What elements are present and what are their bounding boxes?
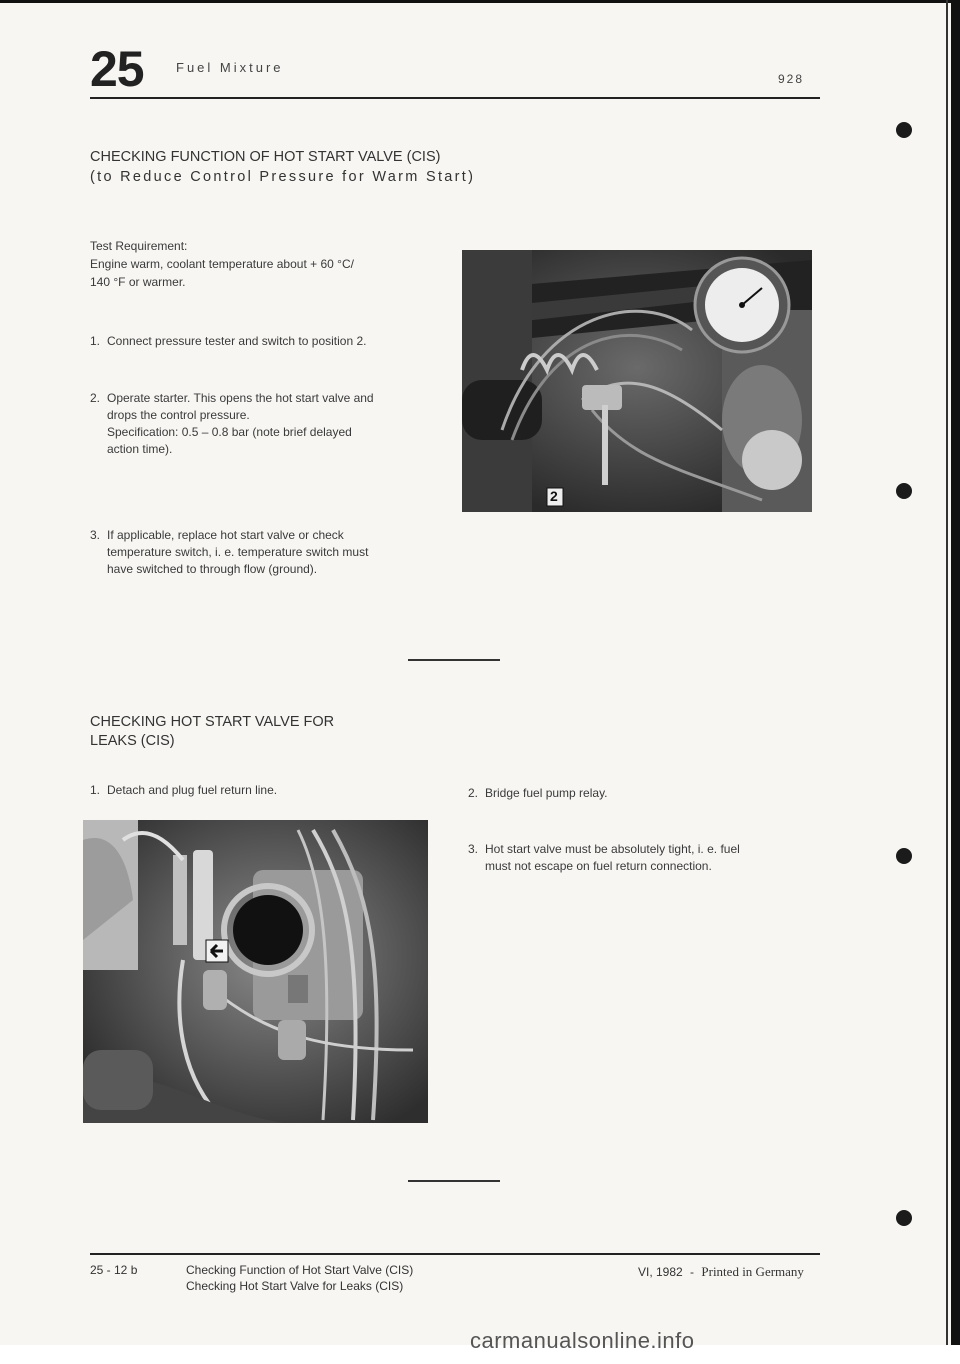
step-item (90, 527, 450, 578)
step-number: 3. (90, 528, 101, 542)
binder-hole-dot (896, 122, 912, 138)
header-rule (90, 97, 820, 99)
step-number: 1. (90, 783, 101, 797)
section1-title: CHECKING FUNCTION OF HOT START VALVE (CIS) (90, 149, 441, 165)
step-number: 1. (90, 334, 101, 348)
step-item (90, 333, 450, 350)
binder-hole-dot (896, 1210, 912, 1226)
edition-separator: - (690, 1265, 695, 1279)
hot-start-valve-photo (83, 820, 428, 1123)
step-text: Operate starter. This opens the hot start valve and (107, 391, 374, 405)
step-item (90, 782, 430, 799)
requirement-label: Test Requirement: (90, 239, 188, 253)
model-number: 928 (778, 72, 805, 86)
step-text: have switched to through flow (ground). (107, 562, 318, 576)
step-text: must not escape on fuel return connection. (485, 859, 712, 873)
step-text: Specification: 0.5 – 0.8 bar (note brief delayed (107, 425, 352, 439)
step-item (90, 390, 450, 458)
hot-start-valve-illustration (83, 820, 428, 1123)
page-number: 25 - 12 b (90, 1263, 138, 1277)
section-title: Fuel Mixture (176, 60, 284, 75)
scan-edge-top (0, 0, 960, 3)
section2-title: CHECKING HOT START VALVE FOR (90, 714, 335, 730)
step-item (468, 785, 818, 802)
footer-rule (90, 1253, 820, 1255)
requirement-line: 140 °F or warmer. (90, 275, 186, 289)
step-item (468, 841, 818, 875)
step-text: Detach and plug fuel return line. (107, 783, 278, 797)
step-text: Bridge fuel pump relay. (485, 786, 608, 800)
edition-text: VI, 1982 (638, 1265, 683, 1279)
watermark: carmanualsonline.info (470, 1328, 695, 1353)
section1-subtitle: (to Reduce Control Pressure for Warm Start) (90, 169, 476, 185)
footer-topic: Checking Function of Hot Start Valve (CIS) (186, 1263, 414, 1277)
binder-hole-dot (896, 483, 912, 499)
step-text: temperature switch, i. e. temperature switch must (107, 545, 369, 559)
footer-topic: Checking Hot Start Valve for Leaks (CIS) (186, 1279, 404, 1293)
step-number: 3. (468, 842, 479, 856)
photo-callout-label: 2 (550, 488, 558, 504)
pressure-tester-illustration (462, 250, 812, 512)
printed-text: Printed in Germany (701, 1264, 804, 1279)
step-number: 2. (90, 391, 101, 405)
scan-edge-inner (946, 0, 948, 1364)
chapter-number: 25 (90, 41, 144, 97)
step-text: If applicable, replace hot start valve or check (107, 528, 344, 542)
section-separator (408, 659, 500, 661)
step-text: Hot start valve must be absolutely tight, i. e. fuel (485, 842, 740, 856)
footer-edition (638, 1264, 804, 1280)
section-separator (408, 1180, 500, 1182)
section2-title: LEAKS (CIS) (90, 733, 175, 749)
binder-hole-dot (896, 848, 912, 864)
step-text: drops the control pressure. (107, 408, 250, 422)
step-text: Connect pressure tester and switch to position 2. (107, 334, 367, 348)
pressure-tester-photo (462, 250, 812, 512)
scan-edge-right (951, 0, 960, 1364)
step-number: 2. (468, 786, 479, 800)
requirement-line: Engine warm, coolant temperature about + 60 °C/ (90, 257, 354, 271)
step-text: action time). (107, 442, 173, 456)
